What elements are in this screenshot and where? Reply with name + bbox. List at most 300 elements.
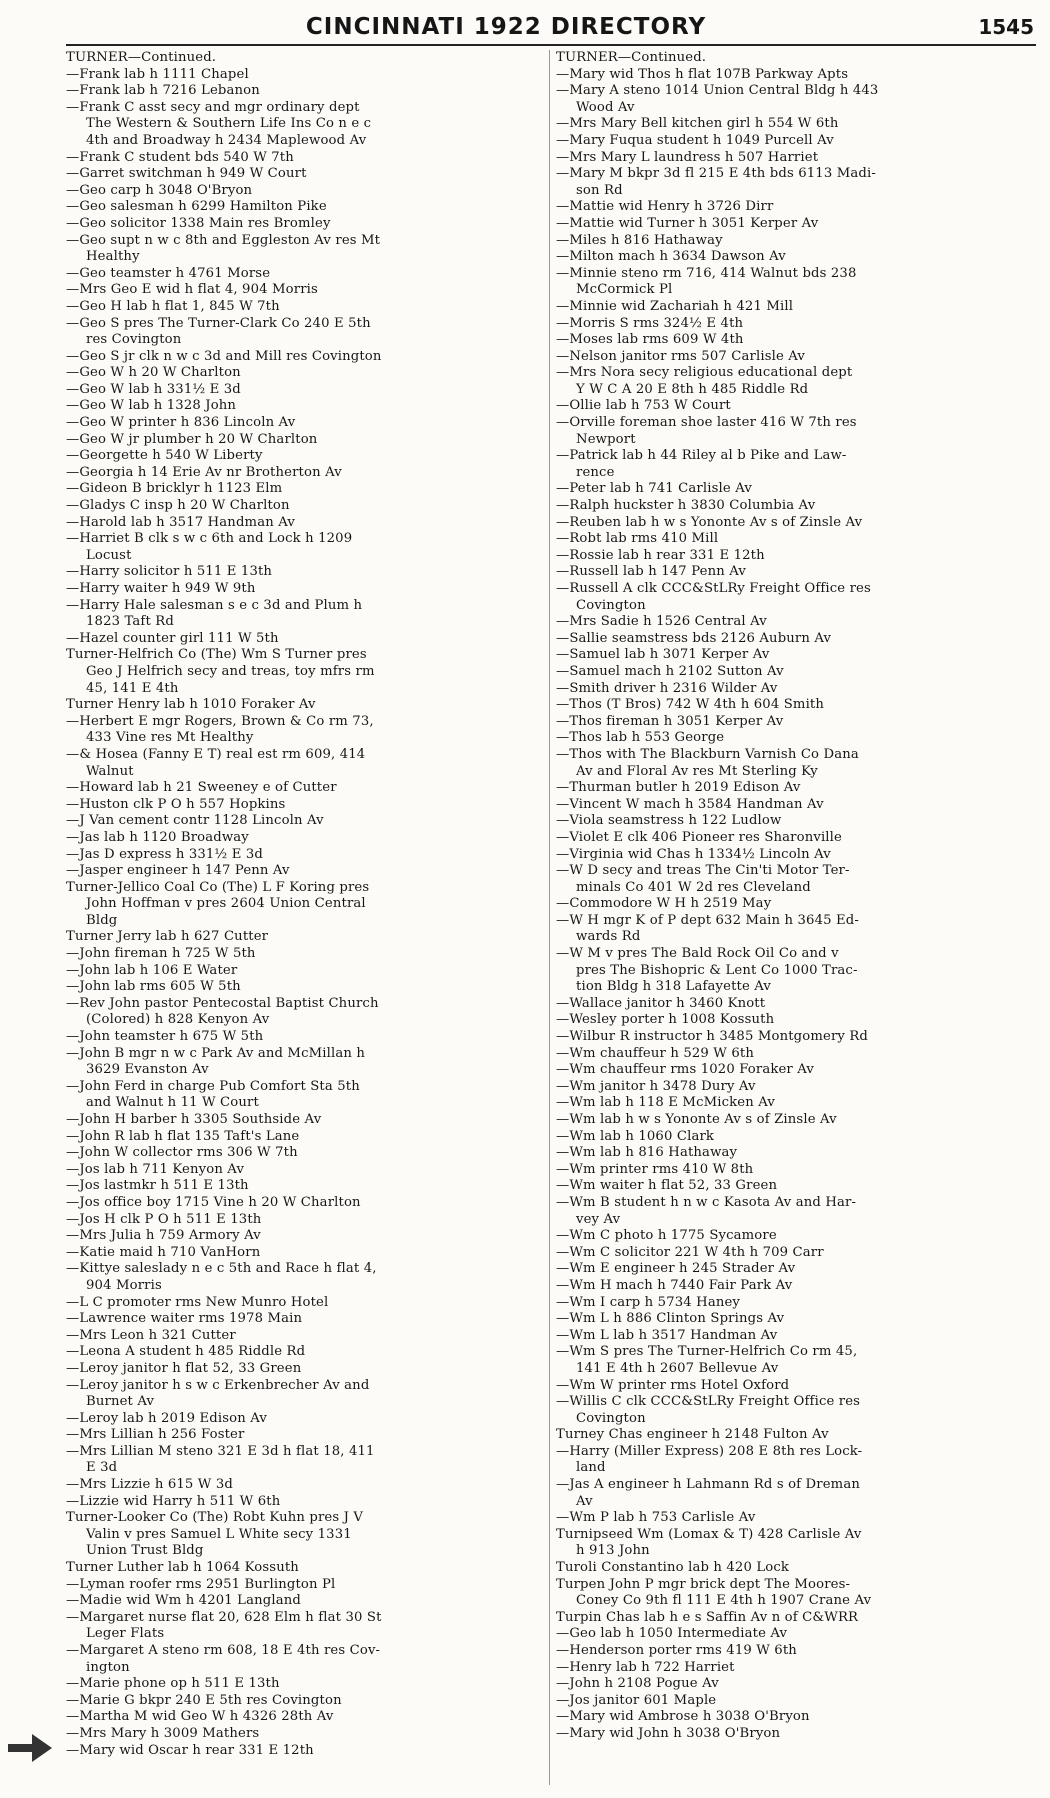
directory-entry [556,896,1040,913]
entry-line: —Vincent W mach h 3584 Handman Av [556,796,824,812]
entry-continuation-line: Union Trust Bldg [86,1543,204,1559]
directory-entry [66,1344,542,1361]
directory-entry [66,1743,542,1760]
directory-entry [556,150,1040,167]
entry-line: —Lyman roofer rms 2951 Burlington Pl [66,1576,336,1592]
entry-line: —Thurman butler h 2019 Edison Av [556,780,801,796]
directory-entry [66,515,542,532]
entry-line: —Mrs Geo E wid h flat 4, 904 Morris [66,282,318,298]
entry-line: Turner-Looker Co (The) Robt Kuhn pres J V [66,1510,364,1526]
directory-entry [556,1311,1040,1328]
directory-entry [66,481,542,498]
entry-continuation-line: Newport [576,431,636,447]
directory-entry [66,1046,542,1079]
entry-line: —Wm chauffeur h 529 W 6th [556,1045,754,1061]
entry-line: —Garret switchman h 949 W Court [66,166,307,182]
entry-line: —Smith driver h 2316 Wilder Av [556,680,778,696]
entry-line: —Frank C student bds 540 W 7th [66,149,294,165]
left-column [66,50,542,1759]
entry-line: —Mary M bkpr 3d fl 215 E 4th bds 6113 Madi- [556,166,876,182]
directory-entry [556,299,1040,316]
entry-line: —Gladys C insp h 20 W Charlton [66,498,290,514]
directory-entry [556,830,1040,847]
directory-entry [66,233,542,266]
entry-line: —John fireman h 725 W 5th [66,946,256,962]
entry-line: —Virginia wid Chas h 1334½ Lincoln Av [556,846,831,862]
directory-entry [556,199,1040,216]
directory-entry [66,1328,542,1345]
entry-line: —Mrs Leon h 321 Cutter [66,1327,236,1343]
entry-continuation-line: Leger Flats [86,1626,165,1642]
entry-line: —Mrs Julia h 759 Armory Av [66,1228,261,1244]
directory-entry [556,1129,1040,1146]
entry-continuation-line: Locust [86,547,132,563]
entry-line: —Thos fireman h 3051 Kerper Av [556,713,784,729]
directory-entry [66,50,542,67]
entry-line: —John lab rms 605 W 5th [66,979,241,995]
entry-line: —Robt lab rms 410 Mill [556,531,719,547]
entry-line: —Huston clk P O h 557 Hopkins [66,796,286,812]
entry-line: —Ollie lab h 753 W Court [556,398,731,414]
directory-entry [66,564,542,581]
entry-line: —Mary A steno 1014 Union Central Bldg h 443 [556,83,879,99]
entry-continuation-line: 3629 Evanston Av [86,1062,209,1078]
entry-line: —Jas lab h 1120 Broadway [66,829,249,845]
entry-line: —Mrs Mary Bell kitchen girl h 554 W 6th [556,116,839,132]
directory-entry [66,1162,542,1179]
directory-entry [66,1676,542,1693]
entry-line: —Harry solicitor h 511 E 13th [66,564,273,580]
directory-entry [66,581,542,598]
entry-continuation-line: McCormick Pl [576,282,673,298]
directory-entry [556,714,1040,731]
entry-line: —Frank lab h 1111 Chapel [66,66,249,82]
entry-line: —Geo supt n w c 8th and Eggleston Av res Mt [66,232,381,248]
entry-continuation-line: Y W C A 20 E 8th h 485 Riddle Rd [576,381,809,397]
directory-entry [66,199,542,216]
entry-continuation-line: 141 E 4th h 2607 Bellevue Av [576,1360,779,1376]
entry-continuation-line: Av and Floral Av res Mt Sterling Ky [576,763,818,779]
entry-line: Turnipseed Wm (Lomax & T) 428 Carlisle Av [556,1526,862,1542]
directory-entry [556,1709,1040,1726]
entry-line: —Mrs Lizzie h 615 W 3d [66,1477,233,1493]
entry-continuation-line: Geo J Helfrich secy and treas, toy mfrs rm [86,663,375,679]
directory-entry [556,1178,1040,1195]
directory-entry [66,1311,542,1328]
directory-entry [556,249,1040,266]
entry-line: —Geo solicitor 1338 Main res Bromley [66,215,331,231]
entry-continuation-line: 45, 141 E 4th [86,680,179,696]
directory-entry [66,797,542,814]
entry-line: —Wilbur R instructor h 3485 Montgomery Rd [556,1029,869,1045]
entry-line: Turpen John P mgr brick dept The Moores- [556,1576,851,1592]
entry-continuation-line: E 3d [86,1460,118,1476]
entry-line: —Frank C asst secy and mgr ordinary dept [66,99,360,115]
entry-line: —John W collector rms 306 W 7th [66,1145,298,1161]
entry-line: —Marie phone op h 511 E 13th [66,1676,280,1692]
entry-line: —Mary wid Thos h flat 107B Parkway Apts [556,66,849,82]
directory-entry [556,664,1040,681]
directory-entry [556,797,1040,814]
directory-entry [556,946,1040,996]
entry-line: —Russell A clk CCC&StLRy Freight Office res [556,581,871,596]
directory-entry [556,216,1040,233]
directory-entry [556,1012,1040,1029]
entry-line: —Commodore W H h 2519 May [556,896,772,912]
entry-line: —Margaret nurse flat 20, 628 Elm h flat 30 St [66,1609,382,1625]
entry-line: —Mrs Lillian h 256 Foster [66,1427,245,1443]
directory-entry [66,813,542,830]
page-header [66,8,1036,46]
entry-line: —Samuel lab h 3071 Kerper Av [556,647,770,663]
entry-line: —Geo W lab h 1328 John [66,398,237,414]
directory-entry [66,83,542,100]
directory-entry [66,465,542,482]
directory-entry [556,1261,1040,1278]
entry-line: Turner-Helfrich Co (The) Wm S Turner pres [66,647,367,663]
directory-entry [556,548,1040,565]
directory-entry [556,266,1040,299]
directory-entry [556,1477,1040,1510]
directory-entry [556,1676,1040,1693]
entry-line: —Wm S pres The Turner-Helfrich Co rm 45, [556,1344,858,1360]
entry-line: —Rossie lab h rear 331 E 12th [556,547,765,563]
entry-continuation-line: (Colored) h 828 Kenyon Av [86,1012,270,1028]
entry-line: —L C promoter rms New Munro Hotel [66,1294,329,1310]
directory-entry [556,332,1040,349]
page-number: 1545 [978,15,1034,39]
entry-continuation-line: Healthy [86,249,140,265]
entry-continuation-line: Covington [576,597,646,613]
entry-line: Turner-Jellico Coal Co (The) L F Koring pres [66,879,370,895]
entry-line: —Mrs Lillian M steno 321 E 3d h flat 18, 411 [66,1443,375,1459]
entry-line: Turoli Constantino lab h 420 Lock [556,1560,790,1576]
directory-entry [66,1709,542,1726]
entry-line: —Wm lab h w s Yononte Av s of Zinsle Av [556,1112,837,1127]
entry-line: Turner Luther lab h 1064 Kossuth [66,1560,299,1576]
entry-line: —W M v pres The Bald Rock Oil Co and v [556,946,839,962]
entry-continuation-line: tion Bldg h 318 Lafayette Av [576,979,772,995]
entry-line: —Nelson janitor rms 507 Carlisle Av [556,348,806,364]
entry-line: —Geo lab h 1050 Intermediate Av [556,1626,788,1642]
directory-entry [66,216,542,233]
entry-line: —Harold lab h 3517 Handman Av [66,514,295,530]
entry-line: —Ralph huckster h 3830 Columbia Av [556,498,816,514]
directory-entry [556,1245,1040,1262]
directory-entry [66,316,542,349]
directory-entry [66,1593,542,1610]
directory-entry [556,863,1040,896]
entry-line: —Miles h 816 Hathaway [556,232,723,248]
entry-continuation-line: Burnet Av [86,1394,155,1410]
directory-entry [556,631,1040,648]
entry-line: —Viola seamstress h 122 Ludlow [556,813,782,829]
entry-line: —Wm P lab h 753 Carlisle Av [556,1510,756,1526]
entry-line: —John R lab h flat 135 Taft's Lane [66,1128,300,1144]
entry-continuation-line: Coney Co 9th fl 111 E 4th h 1907 Crane Av [576,1593,872,1609]
entry-continuation-line: John Hoffman v pres 2604 Union Central [86,896,366,912]
directory-entry [66,714,542,747]
entry-line: —Harry (Miller Express) 208 E 8th res Lock- [556,1443,863,1459]
entry-line: —Geo teamster h 4761 Morse [66,265,271,281]
directory-entry [66,1477,542,1494]
directory-entry [556,233,1040,250]
entry-line: —Mattie wid Henry h 3726 Dirr [556,199,774,215]
entry-continuation-line: Av [576,1493,593,1509]
entry-line: —Wallace janitor h 3460 Knott [556,995,766,1011]
entry-line: —Willis C clk CCC&StLRy Freight Office res [556,1394,861,1410]
directory-entry [556,83,1040,116]
directory-entry [556,1029,1040,1046]
directory-entry [66,880,542,930]
entry-line: —Thos (T Bros) 742 W 4th h 604 Smith [556,697,825,713]
entry-line: —Wm B student h n w c Kasota Av and Har- [556,1194,857,1210]
entry-continuation-line: ington [86,1659,130,1675]
entry-line: —John H barber h 3305 Southside Av [66,1112,322,1127]
directory-entry [556,730,1040,747]
directory-entry [66,415,542,432]
directory-entry [556,913,1040,946]
directory-entry [556,813,1040,830]
entry-continuation-line: res Covington [86,332,182,348]
directory-entry [66,747,542,780]
entry-line: —Henderson porter rms 419 W 6th [556,1643,797,1658]
directory-entry [66,1643,542,1676]
entry-line: —Russell lab h 147 Penn Av [556,564,746,580]
directory-entry [66,150,542,167]
directory-entry [556,681,1040,698]
entry-line: —Marie G bkpr 240 E 5th res Covington [66,1692,342,1708]
entry-line: —John lab h 106 E Water [66,962,238,978]
right-column [556,50,1040,1743]
directory-entry [66,697,542,714]
entry-continuation-line: 904 Morris [86,1277,162,1293]
directory-entry [66,963,542,980]
entry-line: —Geo H lab h flat 1, 845 W 7th [66,298,280,314]
directory-entry [66,1693,542,1710]
entry-line: —Wm L lab h 3517 Handman Av [556,1327,778,1343]
entry-line: —W D secy and treas The Cin'ti Motor Ter- [556,863,850,879]
directory-entry [66,365,542,382]
directory-entry [66,1228,542,1245]
directory-entry [66,1261,542,1294]
entry-line: —Leroy lab h 2019 Edison Av [66,1410,267,1426]
entry-line: —Madie wid Wm h 4201 Langland [66,1593,301,1609]
directory-entry [66,1079,542,1112]
directory-entry [556,481,1040,498]
entry-line: —Georgia h 14 Erie Av nr Brotherton Av [66,464,342,480]
entry-line: —Wm I carp h 5734 Haney [556,1294,741,1310]
entry-line: —Wm L h 886 Clinton Springs Av [556,1311,785,1327]
entry-line: —Jos lab h 711 Kenyon Av [66,1161,245,1177]
entry-continuation-line: 433 Vine res Mt Healthy [86,730,254,746]
directory-entry [66,1129,542,1146]
entry-line: —Peter lab h 741 Carlisle Av [556,481,752,497]
entry-line: —Martha M wid Geo W h 4326 28th Av [66,1709,334,1725]
entry-line: TURNER—Continued. [66,50,217,65]
entry-line: —Wm lab h 816 Hathaway [556,1145,738,1161]
entry-line: —Henry lab h 722 Harriet [556,1659,735,1675]
directory-entry [66,830,542,847]
directory-entry [66,631,542,648]
entry-line: —Katie maid h 710 VanHorn [66,1244,261,1260]
directory-entry [66,166,542,183]
entry-line: —Rev John pastor Pentecostal Baptist Church [66,995,379,1011]
directory-entry [556,1577,1040,1610]
directory-entry [66,299,542,316]
entry-line: —Geo W printer h 836 Lincoln Av [66,415,296,431]
entry-line: —& Hosea (Fanny E T) real est rm 609, 414 [66,746,366,762]
directory-entry [556,515,1040,532]
entry-continuation-line: and Walnut h 11 W Court [86,1095,259,1111]
entry-line: —Wm W printer rms Hotel Oxford [556,1377,790,1393]
entry-line: —Howard lab h 21 Sweeney e of Cutter [66,780,337,796]
entry-line: —John teamster h 675 W 5th [66,1029,264,1045]
directory-entry [66,1610,542,1643]
directory-entry [556,697,1040,714]
entry-line: —W H mgr K of P dept 632 Main h 3645 Ed- [556,912,859,928]
entry-continuation-line: Walnut [86,763,134,779]
directory-entry [556,1527,1040,1560]
directory-entry [556,564,1040,581]
entry-line: —Herbert E mgr Rogers, Brown & Co rm 73, [66,713,374,729]
entry-line: —Jos janitor 601 Maple [556,1692,717,1708]
entry-line: —Geo W h 20 W Charlton [66,365,241,381]
directory-entry [66,183,542,200]
directory-entry [66,398,542,415]
directory-entry [556,1062,1040,1079]
directory-entry [556,531,1040,548]
directory-entry [556,398,1040,415]
directory-entry [556,1295,1040,1312]
directory-entry [66,1178,542,1195]
directory-entry [556,1112,1040,1129]
directory-entry [66,1378,542,1411]
directory-entry [66,863,542,880]
entry-line: —Jasper engineer h 147 Penn Av [66,863,290,879]
directory-entry [556,747,1040,780]
directory-entry [66,349,542,366]
directory-entry [556,1195,1040,1228]
entry-line: —Wm waiter h flat 52, 33 Green [556,1178,778,1194]
entry-line: —Mrs Mary h 3009 Mathers [66,1725,260,1741]
entry-line: —Morris S rms 324½ E 4th [556,315,744,331]
entry-line: —Gideon B bricklyr h 1123 Elm [66,481,283,497]
directory-entry [556,316,1040,333]
entry-continuation-line: pres The Bishopric & Lent Co 1000 Trac- [576,962,858,978]
entry-line: —Jos lastmkr h 511 E 13th [66,1178,249,1194]
directory-entry [556,133,1040,150]
directory-entry [556,498,1040,515]
entry-line: —Wm C solicitor 221 W 4th h 709 Carr [556,1244,824,1260]
entry-line: —Wm chauffeur rms 1020 Foraker Av [556,1062,814,1078]
directory-entry [556,1610,1040,1627]
entry-line: —Samuel mach h 2102 Sutton Av [556,663,784,679]
directory-entry [556,1427,1040,1444]
directory-entry [66,1510,542,1560]
entry-line: —Lizzie wid Harry h 511 W 6th [66,1493,281,1509]
entry-line: —Sallie seamstress bds 2126 Auburn Av [556,630,832,646]
directory-entry [66,598,542,631]
directory-entry [556,166,1040,199]
directory-entry [556,1328,1040,1345]
entry-line: —Geo S pres The Turner-Clark Co 240 E 5th [66,315,371,331]
entry-line: —Wm lab h 118 E McMicken Av [556,1095,775,1111]
directory-entry [66,1411,542,1428]
directory-entry [66,929,542,946]
entry-line: —Milton mach h 3634 Dawson Av [556,249,786,265]
entry-continuation-line: Wood Av [576,99,635,115]
directory-entry [556,1095,1040,1112]
entry-line: —Wm printer rms 410 W 8th [556,1161,754,1177]
entry-line: Turpin Chas lab h e s Saffin Av n of C&WRR [556,1609,859,1625]
entry-continuation-line: h 913 John [576,1543,650,1559]
entry-line: TURNER—Continued. [556,50,707,65]
entry-line: —John B mgr n w c Park Av and McMillan h [66,1045,365,1061]
directory-entry [66,979,542,996]
directory-entry [556,349,1040,366]
entry-line: —Wesley porter h 1008 Kossuth [556,1012,775,1028]
entry-line: —Margaret A steno rm 608, 18 E 4th res Cov- [66,1643,381,1658]
directory-entry [556,1378,1040,1395]
entry-line: —Geo W lab h 331½ E 3d [66,381,241,397]
directory-entry [66,531,542,564]
directory-entry [556,581,1040,614]
entry-line: —Geo salesman h 6299 Hamilton Pike [66,199,327,215]
directory-entry [66,1145,542,1162]
directory-entry [66,1212,542,1229]
directory-entry [556,1394,1040,1427]
directory-entry [66,1029,542,1046]
entry-line: —Jas D express h 331½ E 3d [66,846,263,862]
entry-continuation-line: minals Co 401 W 2d res Cleveland [576,879,811,895]
entry-line: —Orville foreman shoe laster 416 W 7th res [556,415,857,431]
directory-entry [66,847,542,864]
directory-entry [556,1726,1040,1743]
directory-entry [556,1145,1040,1162]
directory-entry [556,116,1040,133]
directory-entry [66,1112,542,1129]
directory-entry [556,847,1040,864]
entry-line: —Minnie steno rm 716, 414 Walnut bds 238 [556,265,857,281]
directory-entry [556,1560,1040,1577]
directory-entry [66,780,542,797]
directory-entry [66,1577,542,1594]
entry-line: —Mary Fuqua student h 1049 Purcell Av [556,132,834,148]
directory-entry [66,1560,542,1577]
entry-line: Turner Henry lab h 1010 Foraker Av [66,697,316,713]
entry-continuation-line: The Western & Southern Life Ins Co n e c [86,116,372,132]
entry-line: —Leroy janitor h s w c Erkenbrecher Av and [66,1377,370,1393]
column-divider [549,50,550,1785]
directory-entry [556,1344,1040,1377]
entry-line: —Leroy janitor h flat 52, 33 Green [66,1360,302,1376]
directory-entry [66,1494,542,1511]
entry-line: —Wm C photo h 1775 Sycamore [556,1228,777,1244]
directory-entry [556,1660,1040,1677]
entry-line: Turney Chas engineer h 2148 Fulton Av [556,1427,829,1443]
entry-line: —John Ferd in charge Pub Comfort Sta 5th [66,1078,360,1094]
entry-line: —Leona A student h 485 Riddle Rd [66,1344,306,1360]
entry-line: —Wm H mach h 7440 Fair Park Av [556,1277,793,1293]
entry-continuation-line: Valin v pres Samuel L White secy 1331 [86,1526,352,1542]
entry-line: —Moses lab rms 609 W 4th [556,332,744,348]
entry-continuation-line: son Rd [576,182,623,198]
directory-entry [66,498,542,515]
entry-line: —Georgette h 540 W Liberty [66,448,263,464]
entry-line: —Harriet B clk s w c 6th and Lock h 1209 [66,531,353,547]
directory-entry [66,448,542,465]
